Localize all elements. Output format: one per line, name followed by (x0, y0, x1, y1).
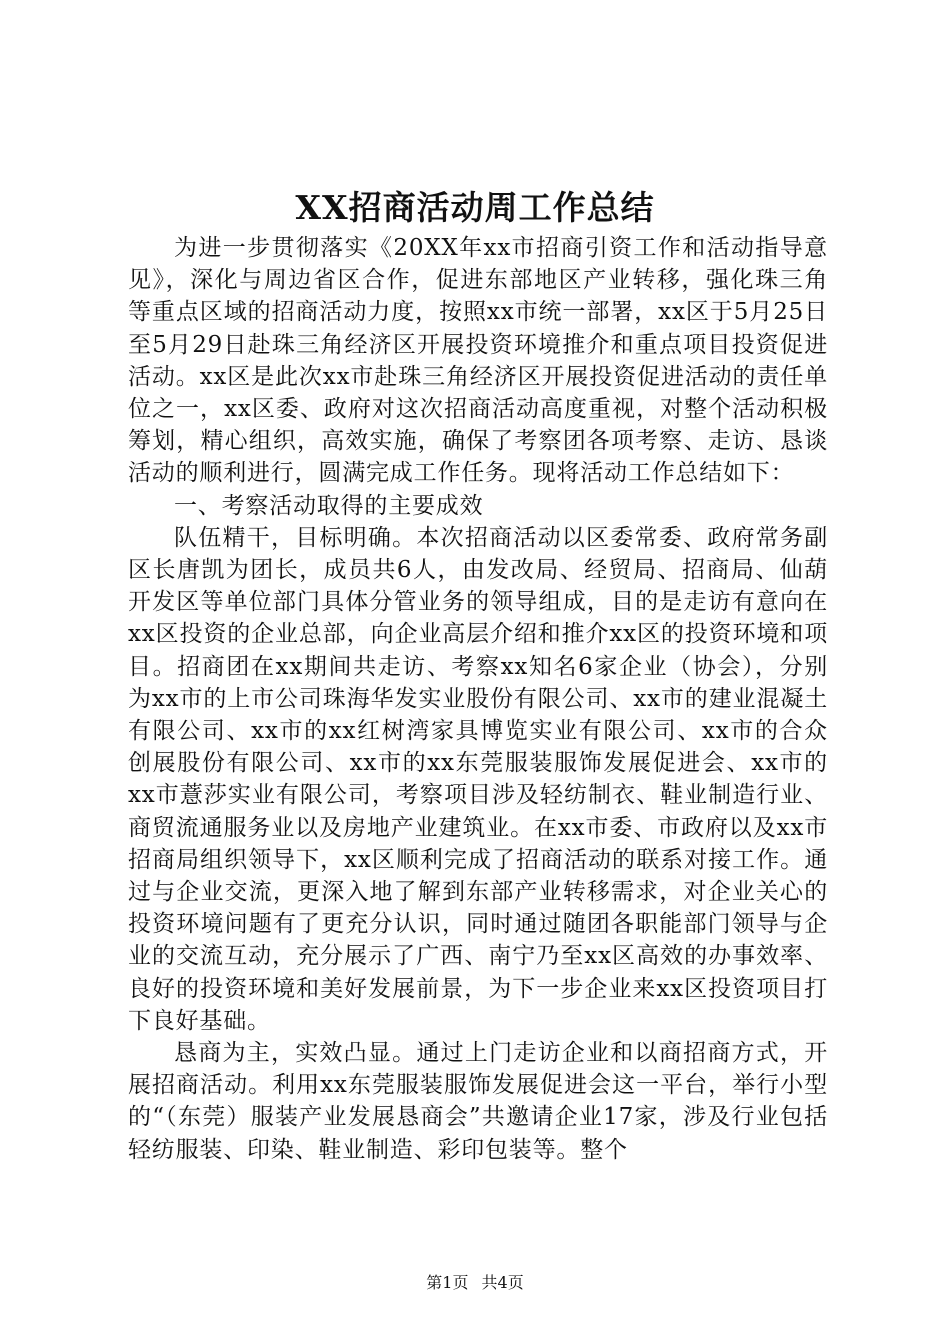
document-body (128, 232, 828, 1166)
body-paragraph: 队伍精干，目标明确。本次招商活动以区委常委、政府常务副区长唐凯为团长，成员共6人，由发改局、经贸局、招商局、仙葫开发区等单位部门具体分管业务的领导组成，目的是走访有意向在xx区投资的企业总部，向企业高层介绍和推介xx区的投资环境和项目。招商团在xx期间共走访、考察xx知名6家企业（协会），分别为xx市的上市公司珠海华发实业股份有限公司、xx市的建业混凝土有限公司、xx市的xx红树湾家具博览实业有限公司、xx市的合众创展股份有限公司、xx市的xx东莞服装服饰发展促进会、xx市的xx市薏莎实业有限公司，考察项目涉及轻纺制衣、鞋业制造行业、商贸流通服务业以及房地产业建筑业。在xx市委、市政府以及xx市招商局组织领导下，xx区顺利完成了招商活动的联系对接工作。通过与企业交流，更深入地了解到东部产业转移需求，对企业关心的投资环境问题有了更充分认识，同时通过随团各职能部门领导与企业的交流互动，充分展示了广西、南宁乃至xx区高效的办事效率、良好的投资环境和美好发展前景，为下一步企业来xx区投资项目打下良好基础。 (128, 524, 828, 1034)
page-total: 共4页 (481, 1273, 524, 1292)
document-title: XX招商活动周工作总结 (295, 188, 655, 227)
page-footer (0, 1272, 950, 1294)
intro-paragraph: 为进一步贯彻落实《20XX年xx市招商引资工作和活动指导意见》，深化与周边省区合作，促进东部地区产业转移，强化珠三角等重点区域的招商活动力度，按照xx市统一部署，xx区于5月25日至5月29日赴珠三角经济区开展投资环境推介和重点项目投资促进活动。xx区是此次xx市赴珠三角经济区开展投资促进活动的责任单位之一，xx区委、政府对这次招商活动高度重视，对整个活动积极筹划，精心组织，高效实施，确保了考察团各项考察、走访、恳谈活动的顺利进行，圆满完成工作任务。现将活动工作总结如下： (128, 235, 828, 487)
page-number: 第1页 (426, 1273, 469, 1292)
body-paragraph: 恳商为主，实效凸显。通过上门走访企业和以商招商方式，开展招商活动。利用xx东莞服装服饰发展促进会这一平台，举行小型的“（东莞）服装产业发展恳商会”共邀请企业17家，涉及行业包括轻纺服装、印染、鞋业制造、彩印包装等。整个 (128, 1040, 828, 1163)
section-heading: 一、考察活动取得的主要成效 (174, 492, 484, 519)
